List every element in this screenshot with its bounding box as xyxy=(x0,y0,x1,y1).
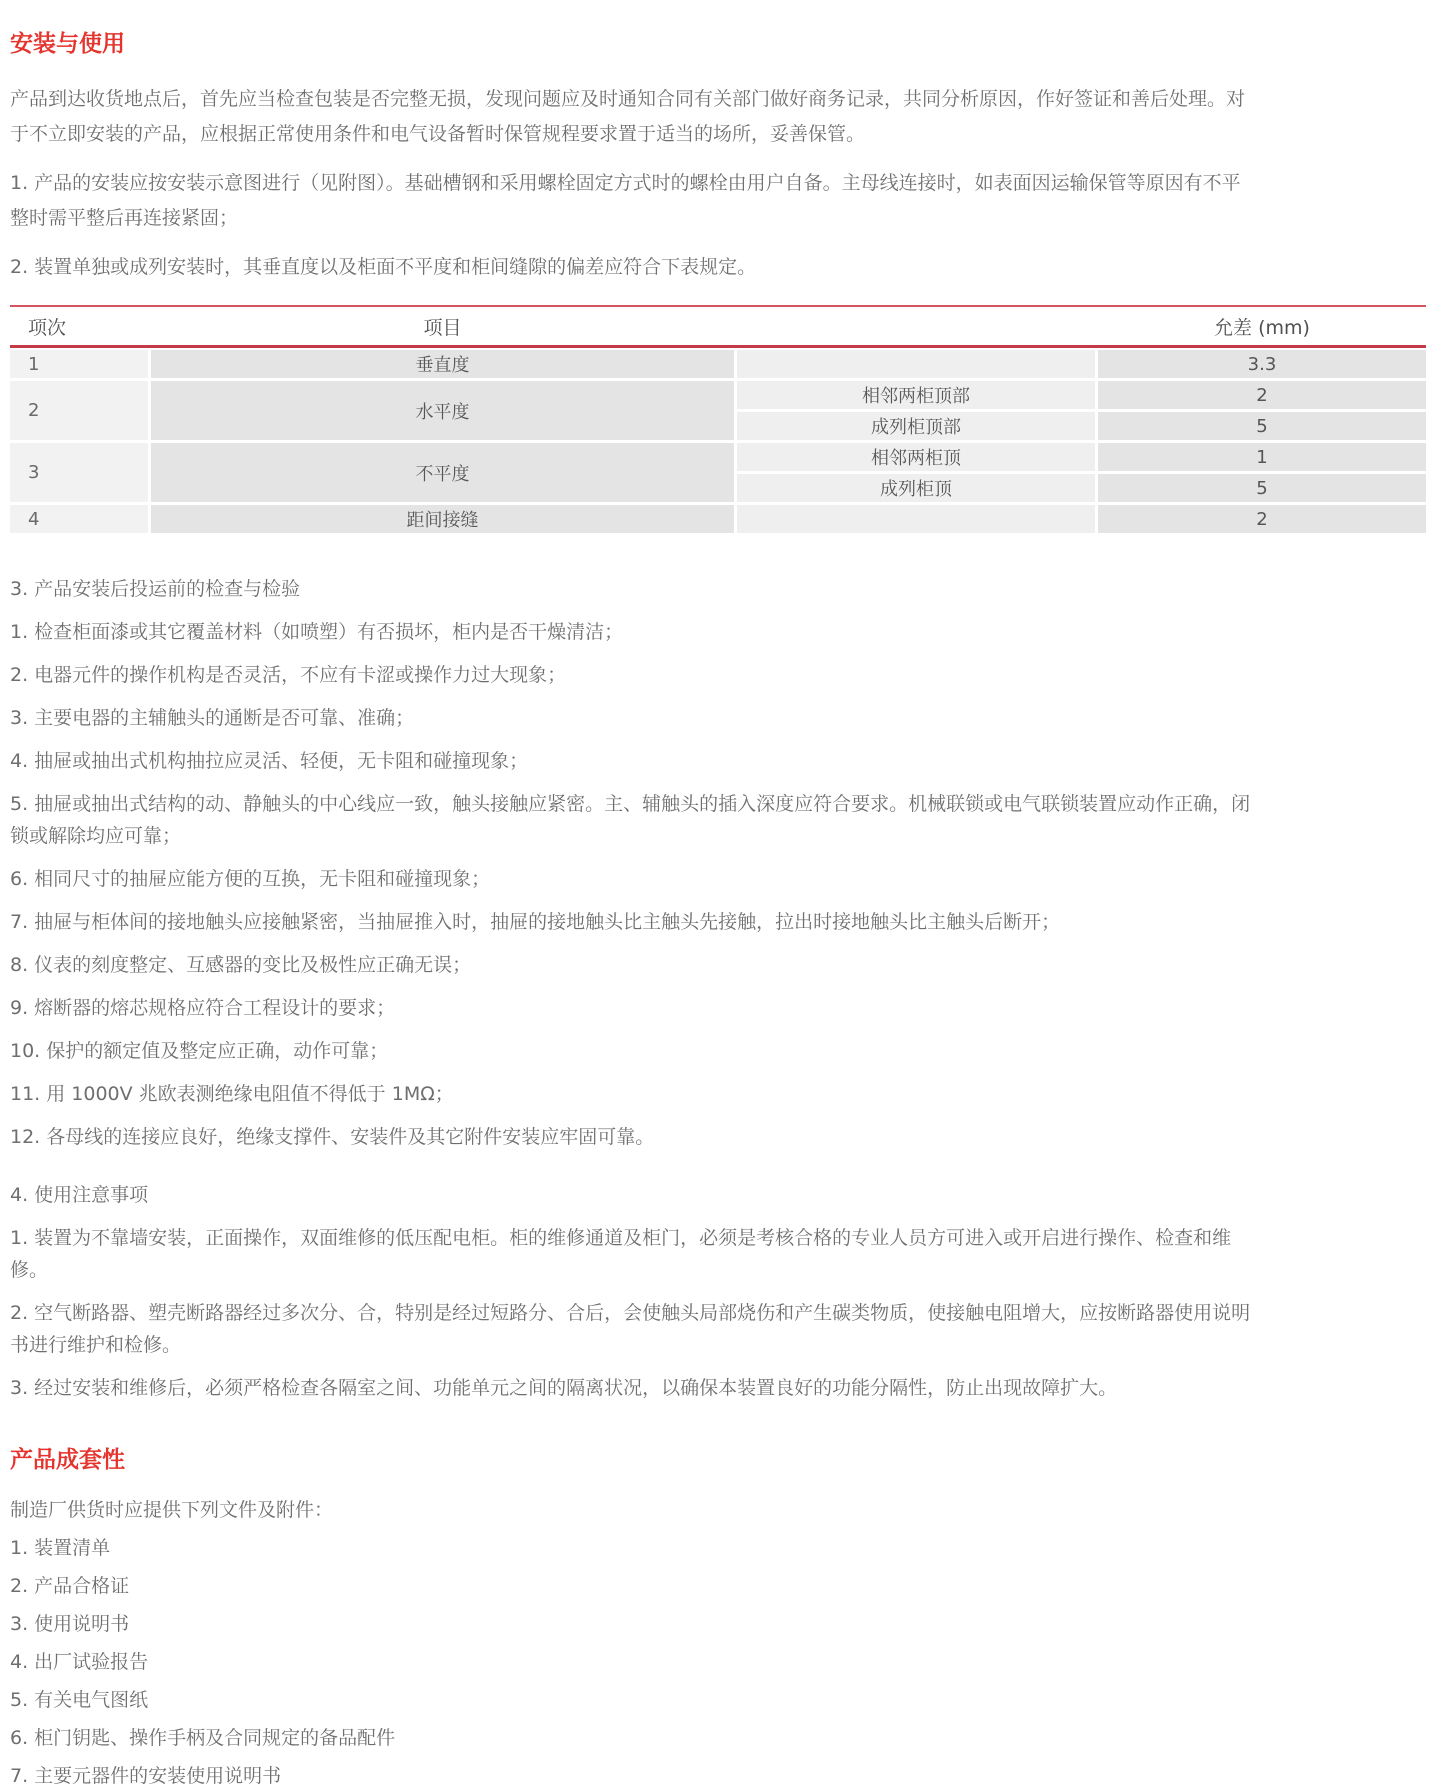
list-item: 11. 用 1000V 兆欧表测绝缘电阻值不得低于 1MΩ； xyxy=(10,1083,454,1105)
table-cell-tolerance: 3.3 xyxy=(1098,350,1426,378)
table-cell-tolerance: 1 xyxy=(1098,443,1426,471)
completeness-item-list xyxy=(10,1532,1430,1792)
list-item: 10. 保护的额定值及整定应正确，动作可靠； xyxy=(10,1040,389,1062)
table-cell-subitem: 相邻两柜顶部 xyxy=(737,381,1095,409)
table-cell-tolerance: 2 xyxy=(1098,505,1426,533)
table-cell-item: 距间接缝 xyxy=(151,505,734,533)
table-cell-item: 水平度 xyxy=(151,381,734,440)
list-item: 2. 电器元件的操作机构是否灵活，不应有卡涩或操作力过大现象； xyxy=(10,664,567,686)
list-item: 3. 经过安装和维修后，必须严格检查各隔室之间、功能单元之间的隔离状况，以确保本装置良好的功能分隔性，防止出现故障扩大。 xyxy=(10,1377,1118,1399)
list-item: 1. 装置清单 xyxy=(10,1537,111,1559)
list-item: 1. 检查柜面漆或其它覆盖材料（如喷塑）有否损坏，柜内是否干燥清洁； xyxy=(10,621,624,643)
table-cell-index: 1 xyxy=(10,350,148,378)
list-item: 9. 熔断器的熔芯规格应符合工程设计的要求； xyxy=(10,997,396,1019)
list-item: 12. 各母线的连接应良好，绝缘支撑件、安装件及其它附件安装应牢固可靠。 xyxy=(10,1126,655,1148)
table-cell-subitem: 相邻两柜顶 xyxy=(737,443,1095,471)
table-cell-tolerance: 5 xyxy=(1098,474,1426,502)
inspection-item-list xyxy=(10,616,1430,1153)
list-item: 2. 装置单独或成列安装时，其垂直度以及柜面不平度和柜间缝隙的偏差应符合下表规定。 xyxy=(10,256,757,278)
tolerance-table xyxy=(10,305,1426,533)
list-item: 3. 使用说明书 xyxy=(10,1613,130,1635)
installation-paragraph-list xyxy=(10,166,1430,285)
completeness-intro-paragraph: 制造厂供货时应提供下列文件及附件： xyxy=(10,1499,334,1521)
list-item: 6. 柜门钥匙、操作手柄及合同规定的备品配件 xyxy=(10,1727,396,1749)
list-item: 7. 主要元器件的安装使用说明书 xyxy=(10,1765,282,1787)
table-cell-item: 垂直度 xyxy=(151,350,734,378)
section-title-installation: 安装与使用 xyxy=(10,31,125,57)
list-item: 6. 相同尺寸的抽屉应能方便的互换，无卡阻和碰撞现象； xyxy=(10,868,491,890)
usage-notes-section-title: 4. 使用注意事项 xyxy=(10,1184,149,1206)
table-cell-index: 4 xyxy=(10,505,148,533)
usage-notes-item-list xyxy=(10,1222,1430,1404)
table-cell-index: 3 xyxy=(10,443,148,502)
list-item: 1. 产品的安装应按安装示意图进行（见附图）。基础槽钢和采用螺栓固定方式时的螺栓由用户自备。主母线连接时，如表面因运输保管等原因有不平整时需平整后再连接紧固； xyxy=(10,172,1241,229)
tolerance-table-body xyxy=(10,348,1426,533)
list-item: 2. 产品合格证 xyxy=(10,1575,130,1597)
column-header-index: 项次 xyxy=(28,316,67,339)
column-header-item: 项目 xyxy=(423,316,462,339)
table-cell-item: 不平度 xyxy=(151,443,734,502)
list-item: 4. 出厂试验报告 xyxy=(10,1651,149,1673)
table-cell-index: 2 xyxy=(10,381,148,440)
list-item: 8. 仪表的刻度整定、互感器的变比及极性应正确无误； xyxy=(10,954,472,976)
list-item: 3. 主要电器的主辅触头的通断是否可靠、准确； xyxy=(10,707,415,729)
table-cell-subitem xyxy=(737,350,1095,378)
column-header-tolerance: 允差 (mm) xyxy=(1214,316,1310,339)
table-cell-tolerance: 2 xyxy=(1098,381,1426,409)
table-cell-subitem: 成列柜顶 xyxy=(737,474,1095,502)
tolerance-table-header-row xyxy=(10,305,1426,348)
table-cell-subitem: 成列柜顶部 xyxy=(737,412,1095,440)
list-item: 1. 装置为不靠墙安装，正面操作，双面维修的低压配电柜。柜的维修通道及柜门，必须是考核合格的专业人员方可进入或开启进行操作、检查和维修。 xyxy=(10,1227,1232,1281)
list-item: 7. 抽屉与柜体间的接地触头应接触紧密，当抽屉推入时，抽屉的接地触头比主触头先接触，拉出时接地触头比主触头后断开； xyxy=(10,911,1061,933)
list-item: 2. 空气断路器、塑壳断路器经过多次分、合，特别是经过短路分、合后，会使触头局部烧伤和产生碳类物质，使接触电阻增大，应按断路器使用说明书进行维护和检修。 xyxy=(10,1302,1251,1356)
inspection-section-title: 3. 产品安装后投运前的检查与检验 xyxy=(10,578,301,600)
list-item: 5. 抽屉或抽出式结构的动、静触头的中心线应一致，触头接触应紧密。主、辅触头的插入深度应符合要求。机械联锁或电气联锁装置应动作正确，闭锁或解除均应可靠； xyxy=(10,793,1251,847)
list-item: 4. 抽屉或抽出式机构抽拉应灵活、轻便，无卡阻和碰撞现象； xyxy=(10,750,529,772)
section-title-completeness: 产品成套性 xyxy=(10,1447,125,1473)
table-cell-tolerance: 5 xyxy=(1098,412,1426,440)
installation-intro-paragraph: 产品到达收货地点后，首先应当检查包装是否完整无损，发现问题应及时通知合同有关部门做好商务记录，共同分析原因，作好签证和善后处理。对于不立即安装的产品，应根据正常使用条件和电气设备暂时保管规程要求置于适当的场所，妥善保管。 xyxy=(10,88,1246,145)
table-cell-subitem xyxy=(737,505,1095,533)
list-item: 5. 有关电气图纸 xyxy=(10,1689,149,1711)
